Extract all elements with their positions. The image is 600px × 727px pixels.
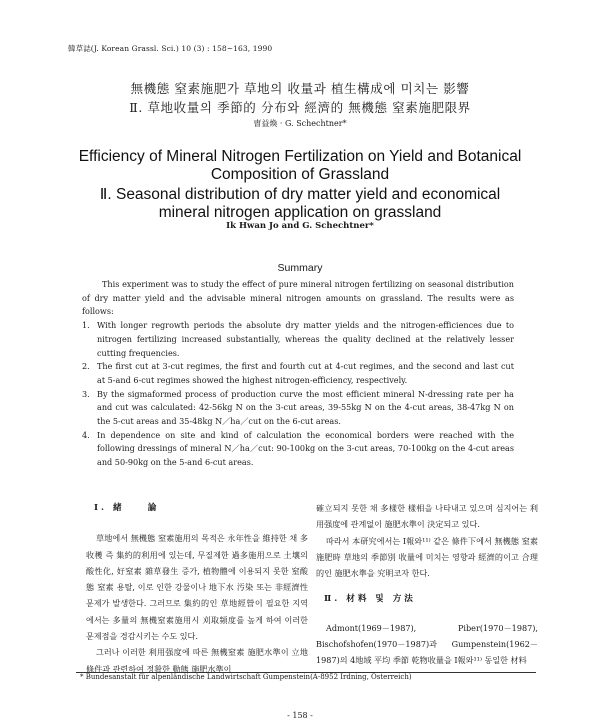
page-number: - 158 - bbox=[287, 711, 313, 720]
summary-item-text: By the sigmaformed process of production curve the most efficient mineral N-dressing rate per ha and cut was calculated: 42-56kg N on the 3-cut areas, 39-55kg N on the 4-cut areas, 38-47kg N on the 5-cut areas and 35-48kg N／ha／cut on the 6-cut areas. bbox=[97, 388, 514, 427]
summary-abstract bbox=[82, 278, 514, 470]
section-heading-introduction: Ⅰ. 緒 論 bbox=[94, 503, 160, 513]
body-paragraph: 草地에서 無機態 窒素施用의 목적은 永年性을 維持한 채 多收穫 즉 集約的利用에 있는데, 무질제한 過多施用으로 土壤의 酸性化, 好窒素 雜草發生 증가, 植物體에 이용되지 못한 窒酸態 窒素 용탈, 이로 인한 강물이나 地下水 汚染 또는 非經濟性 문제가 발생한다. 그러므로 集約的인 草地經營이 필요한 지역에서는 多量의 無機窒素施用시 刈取頻度를 높게 하여 이러한 문제점을 경감시키는 수도 있다. bbox=[86, 533, 308, 642]
summary-intro: This experiment was to study the effect of pure mineral nitrogen fertilizing on seasonal distribution of dry matter yield and the advisable mineral nitrogen amounts on grassland. The results were as follows: bbox=[82, 279, 514, 317]
korean-authors: 曺益煥 · G. Schechtner* bbox=[253, 119, 347, 128]
summary-heading: Summary bbox=[277, 262, 323, 274]
journal-reference: 韓草誌(J. Korean Grassl. Sci.) 10 (3) : 158~163, 1990 bbox=[68, 44, 273, 53]
english-title-line1: Efficiency of Mineral Nitrogen Fertilization on Yield and Botanical bbox=[78, 148, 522, 165]
summary-item-number: 4. bbox=[82, 429, 90, 440]
korean-title-line2: Ⅱ. 草地收量의 季節的 分布와 經濟的 無機態 窒素施肥限界 bbox=[129, 100, 471, 115]
section-heading-materials-methods: Ⅱ. 材料 및 方法 bbox=[324, 594, 416, 605]
summary-item-number: 3. bbox=[82, 388, 90, 399]
english-title-line4: mineral nitrogen application on grassland bbox=[158, 204, 442, 221]
summary-item-number: 1. bbox=[82, 320, 90, 331]
summary-item bbox=[82, 388, 514, 429]
body-paragraph: Admont(1969－1987), Piber(1970－1987), Bischofshofen(1970－1987)과 Gumpenstein(1962－1987)의 4地域 平均 季節 乾物收量을 Ⅰ報와¹¹⁾ 동일한 材料 bbox=[316, 622, 538, 666]
body-left-column bbox=[86, 500, 308, 677]
summary-item bbox=[82, 360, 514, 387]
body-paragraph: 따라서 本研究에서는 Ⅰ報와¹¹⁾ 같은 條件下에서 無機態 窒素施肥時 草地의 季節別 收量에 미치는 영향과 經濟的이고 合理的인 施肥水準을 究明코자 한다. bbox=[316, 535, 538, 579]
english-authors: Ik Hwan Jo and G. Schechtner* bbox=[226, 221, 374, 231]
affiliation-footnote: * Bundesanstalt für alpenländische Landwirtschaft Gumpenstein(A-8952 Irdning, Österreich) bbox=[80, 673, 412, 681]
summary-item-text: In dependence on site and kind of calculation the economical borders were reached with the following dressings of mineral N／ha／cut: 90-100kg on the 3-cut areas, 70-100kg on the 4-cut areas and 50-90kg on the 5-and 6-cut areas. bbox=[97, 429, 514, 468]
body-paragraph: 確立되지 못한 채 多樣한 樣相을 나타내고 있으며 심지어는 利用强度에 관계없이 施肥水準이 決定되고 있다. bbox=[316, 503, 538, 530]
english-title-line2: Composition of Grassland bbox=[210, 166, 390, 183]
summary-item bbox=[82, 319, 514, 360]
summary-item-number: 2. bbox=[82, 361, 90, 372]
summary-item bbox=[82, 429, 514, 470]
summary-item-text: With longer regrowth periods the absolute dry matter yields and the nitrogen-efficiences due to nitrogen fertilizing increased substantially, whereas the quality declined at the relatively lesser cutting frequencies. bbox=[97, 320, 514, 358]
korean-title-line1: 無機態 窒素施肥가 草地의 收量과 植生構成에 미치는 影響 bbox=[130, 81, 470, 96]
body-paragraph: 그러나 이러한 利用强度에 따른 無機窒素 施肥水準이 立地條件과 관련하여 정확한 動態 施肥水準이 bbox=[86, 647, 308, 674]
english-title-line3: Ⅱ. Seasonal distribution of dry matter yield and economical bbox=[99, 186, 501, 203]
body-right-column bbox=[316, 500, 538, 669]
summary-item-text: The first cut at 3-cut regimes, the first and fourth cut at 4-cut regimes, and the second and last cut at 5-and 6-cut regimes showed the highest nitrogen-efficiency, respectively. bbox=[97, 361, 514, 385]
